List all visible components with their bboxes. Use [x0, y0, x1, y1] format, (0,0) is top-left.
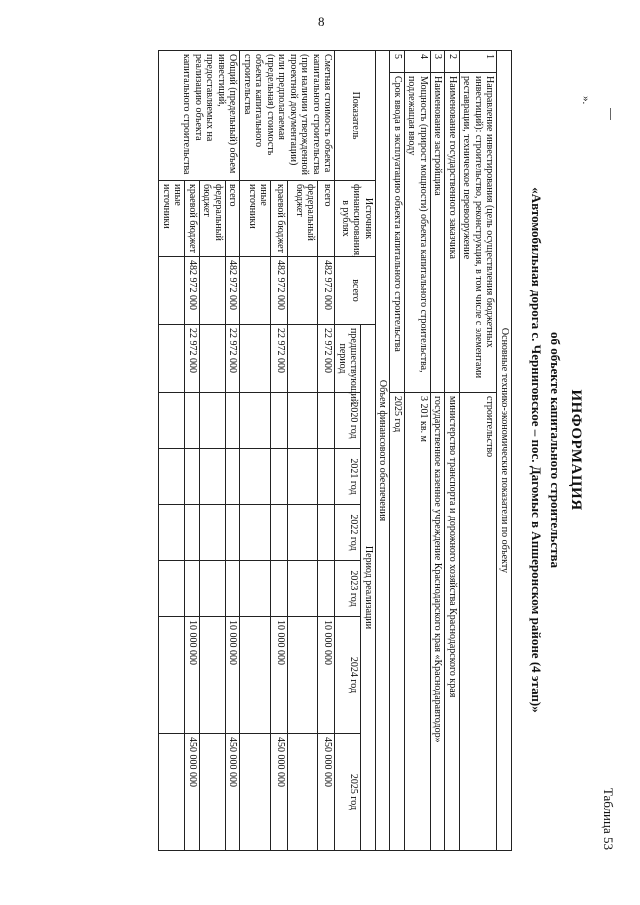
total-cell [288, 257, 318, 325]
y2023-cell [200, 561, 226, 617]
row-number: 1 [460, 51, 498, 73]
header-2023: 2023 год [335, 561, 361, 617]
y2025-cell [240, 734, 271, 851]
header-indicator: Показатель [335, 51, 376, 181]
y2024-cell [288, 617, 318, 734]
section2-title: Объем финансового обеспечения [376, 51, 391, 851]
header-2024: 2024 год [335, 617, 361, 734]
prior-cell [200, 325, 226, 393]
y2022-cell [185, 505, 200, 561]
y2024-cell: 10 000 000 [226, 617, 241, 734]
y2025-cell: 450 000 000 [318, 734, 335, 851]
row-label: Мощность (прирост мощности) объекта капитального строительства, подлежащая вводу [405, 73, 431, 393]
y2020-cell [185, 393, 200, 449]
table-row [318, 51, 335, 851]
row-value: 2025 год [390, 393, 405, 851]
total-cell: 482 972 000 [226, 257, 241, 325]
header-total: всего [335, 257, 376, 325]
y2024-cell [240, 617, 271, 734]
group-indicator: Сметная стоимость объекта капитального строительства (при наличии утвержденной проектной документации) или предполагаемая (предельная) стоимость объекта капитального строительства [240, 51, 335, 181]
source-cell: всего [226, 181, 241, 257]
source-cell: краевой бюджет [271, 181, 288, 257]
row-number: 5 [390, 51, 405, 73]
prior-cell: 22 972 000 [271, 325, 288, 393]
source-cell: краевой бюджет [185, 181, 200, 257]
header-row [361, 51, 376, 851]
source-cell: федеральный бюджет [200, 181, 226, 257]
y2023-cell [318, 561, 335, 617]
heading-title: ИНФОРМАЦИЯ [568, 389, 584, 511]
y2024-cell [159, 617, 185, 734]
row-label: Срок ввода в эксплуатацию объекта капитального строительства [390, 73, 405, 393]
y2021-cell [271, 449, 288, 505]
row-label: Направление инвестирования (цель осуществления бюджетных инвестиций): строительство, реконструкция, в том числе с элементами реставрации, техническое перевооружение [460, 73, 498, 393]
y2022-cell [226, 505, 241, 561]
table-row [445, 51, 460, 851]
y2020-cell [271, 393, 288, 449]
total-cell: 482 972 000 [185, 257, 200, 325]
table-row [431, 51, 446, 851]
y2020-cell [240, 393, 271, 449]
header-2025: 2025 год [335, 734, 361, 851]
y2024-cell: 10 000 000 [318, 617, 335, 734]
source-cell: иные источники [159, 181, 185, 257]
y2022-cell [271, 505, 288, 561]
total-cell: 482 972 000 [271, 257, 288, 325]
y2023-cell [271, 561, 288, 617]
closing-mark: ». [580, 96, 592, 105]
y2023-cell [159, 561, 185, 617]
row-number: 3 [431, 51, 446, 73]
y2023-cell [185, 561, 200, 617]
margin-rule [610, 108, 611, 120]
total-cell [159, 257, 185, 325]
total-cell [200, 257, 226, 325]
source-cell: иные источники [240, 181, 271, 257]
y2025-cell: 450 000 000 [226, 734, 241, 851]
row-label: Наименование застройщика [431, 73, 446, 393]
heading-object-name: «Автомобильная дорога с. Черниговское – пос. Дагомыс в Апшеронском районе (4 этап)» [529, 187, 544, 713]
header-2020: 2020 год [335, 393, 361, 449]
table-row [405, 51, 431, 851]
y2023-cell [226, 561, 241, 617]
y2024-cell: 10 000 000 [271, 617, 288, 734]
y2020-cell [288, 393, 318, 449]
group-indicator: Общий (предельный) объем инвестиций, предоставляемых на реализацию объекта капитального строительства [159, 51, 240, 181]
header-2022: 2022 год [335, 505, 361, 561]
prior-cell: 22 972 000 [318, 325, 335, 393]
y2023-cell [240, 561, 271, 617]
y2021-cell [200, 449, 226, 505]
total-cell [240, 257, 271, 325]
row-number: 4 [405, 51, 431, 73]
y2025-cell [159, 734, 185, 851]
y2022-cell [159, 505, 185, 561]
section1-title-row [497, 51, 512, 851]
page-number: 8 [318, 14, 325, 29]
table-row [460, 51, 498, 851]
y2022-cell [200, 505, 226, 561]
y2023-cell [288, 561, 318, 617]
y2020-cell [226, 393, 241, 449]
rotated-page [160, 50, 620, 850]
table-row [390, 51, 405, 851]
y2021-cell [288, 449, 318, 505]
header-period: Период реализации [361, 325, 376, 851]
row-value: строительство [460, 393, 498, 851]
section1-title: Основные технико-экономические показатели по объекту [497, 51, 512, 851]
y2025-cell: 450 000 000 [271, 734, 288, 851]
source-cell: всего [318, 181, 335, 257]
prior-cell: 22 972 000 [226, 325, 241, 393]
row-value: государственное казенное учреждение Краснодарского края «Краснодаравтодор» [431, 393, 446, 851]
prior-cell [240, 325, 271, 393]
header-source: Источник финансирования, в рублях [335, 181, 376, 257]
y2025-cell [288, 734, 318, 851]
prior-cell [288, 325, 318, 393]
y2025-cell [200, 734, 226, 851]
header-2021: 2021 год [335, 449, 361, 505]
total-cell: 482 972 000 [318, 257, 335, 325]
prior-cell: 22 972 000 [185, 325, 200, 393]
y2022-cell [240, 505, 271, 561]
row-value: министерство транспорта и дорожного хозяйства Краснодарского края [445, 393, 460, 851]
row-label: Наименование государственного заказчика [445, 73, 460, 393]
y2024-cell [200, 617, 226, 734]
y2021-cell [159, 449, 185, 505]
y2020-cell [159, 393, 185, 449]
table-number: Таблица 53 [601, 787, 616, 850]
heading-subtitle: об объекте капитального строительства [548, 332, 563, 568]
y2020-cell [318, 393, 335, 449]
y2022-cell [318, 505, 335, 561]
section2-title-row [376, 51, 391, 851]
y2020-cell [200, 393, 226, 449]
row-number: 2 [445, 51, 460, 73]
y2025-cell: 450 000 000 [185, 734, 200, 851]
table-row [226, 51, 241, 851]
y2021-cell [185, 449, 200, 505]
y2021-cell [226, 449, 241, 505]
y2021-cell [318, 449, 335, 505]
prior-cell [159, 325, 185, 393]
y2024-cell: 10 000 000 [185, 617, 200, 734]
header-prior: предшествующий период [335, 325, 361, 393]
source-cell: федеральный бюджет [288, 181, 318, 257]
y2022-cell [288, 505, 318, 561]
y2021-cell [240, 449, 271, 505]
info-table [159, 50, 513, 851]
row-value: 3 201 кв. м [405, 393, 431, 851]
